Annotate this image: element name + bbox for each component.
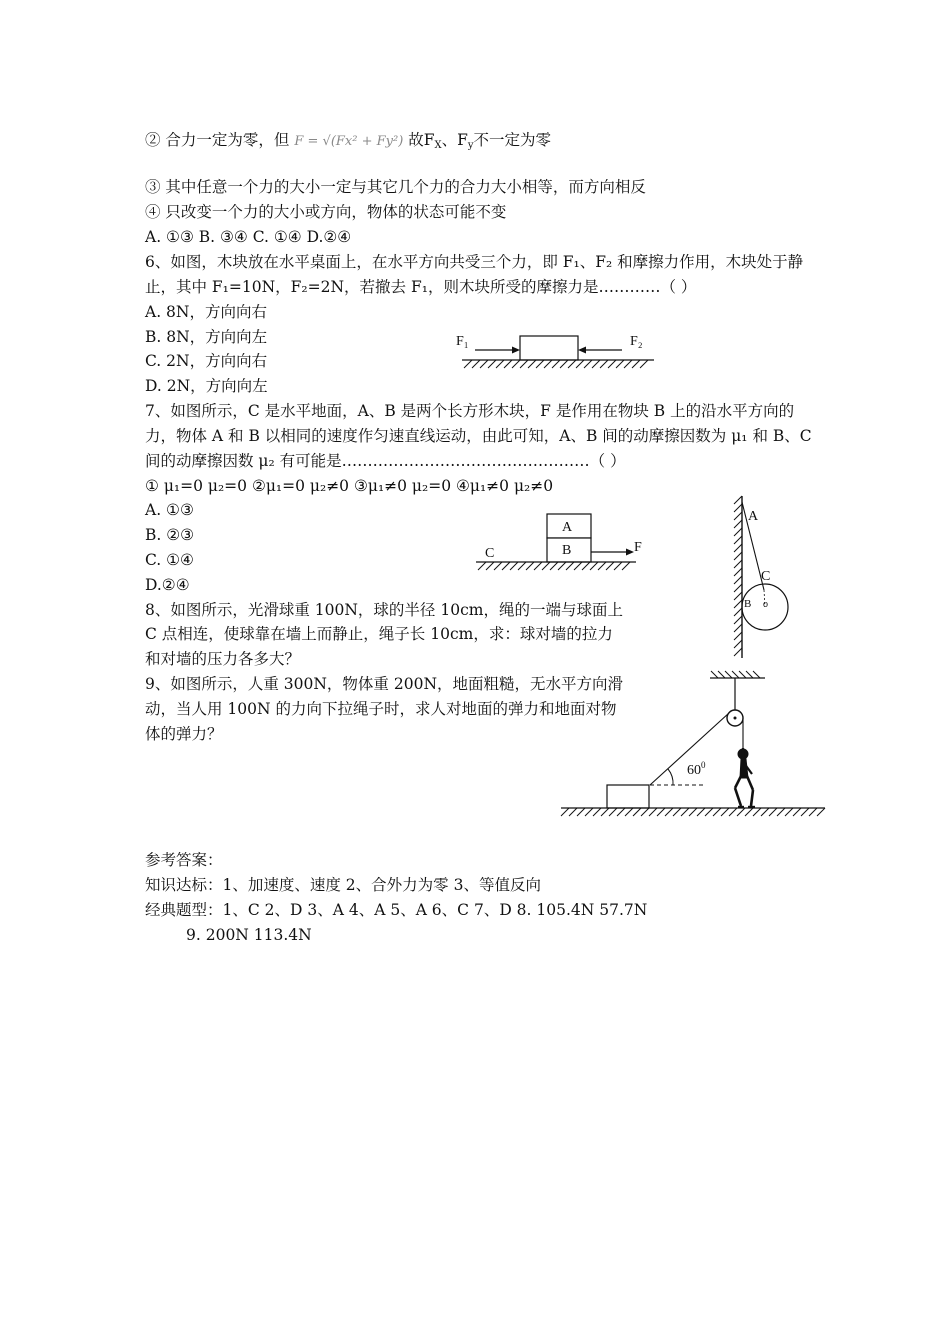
hatch-line	[734, 536, 742, 544]
hatch-line	[817, 808, 825, 816]
hatch-line	[566, 562, 574, 570]
hatch-line	[609, 808, 617, 816]
answers-line-1: 知识达标：1、加速度、速度 2、合外力为零 3、等值反向	[145, 876, 541, 894]
hatch-line	[526, 562, 534, 570]
q8-stem-line-3: 和对墙的压力各多大？	[145, 650, 301, 668]
q7-force-arrowhead	[626, 549, 634, 556]
q6-table-hatching	[464, 360, 648, 368]
hatch-line	[734, 552, 742, 560]
hatch-line	[734, 568, 742, 576]
hatch-line	[753, 671, 760, 678]
q8-fig-label-c: C	[761, 569, 771, 584]
q5-option-4: ④ 只改变一个力的大小或方向，物体的状态可能不变	[145, 203, 507, 221]
q7-stem-line-3: 间的动摩擦因数 μ₂ 有可能是…………………………………………（ ）	[145, 452, 626, 470]
hatch-line	[697, 808, 705, 816]
hatch-line	[598, 562, 606, 570]
hatch-line	[464, 360, 472, 368]
hatch-line	[512, 360, 520, 368]
q6-option-b: B. 8N，方向向左	[145, 328, 268, 346]
hatch-line	[558, 562, 566, 570]
resultant-force-formula: F = √(Fx² + Fy²)	[294, 134, 404, 149]
hatch-line	[721, 808, 729, 816]
hatch-line	[734, 544, 742, 552]
hatch-line	[681, 808, 689, 816]
hatch-line	[632, 360, 640, 368]
q9-ceiling-hatching	[711, 671, 760, 678]
q7-stacked-blocks-figure	[470, 505, 650, 580]
q7-ground-hatching	[478, 562, 630, 570]
hatch-line	[494, 562, 502, 570]
q9-pulley-axle	[734, 717, 737, 720]
hatch-line	[734, 632, 742, 640]
hatch-line	[504, 360, 512, 368]
hatch-line	[793, 808, 801, 816]
q5-option-3: ③ 其中任意一个力的大小一定与其它几个力的合力大小相等，而方向相反	[145, 178, 646, 196]
q6-stem-line-1: 6、如图，木块放在水平桌面上，在水平方向共受三个力，即 F₁、F₂ 和摩擦力作用，木块处于静	[145, 253, 804, 271]
hatch-line	[809, 808, 817, 816]
hatch-line	[705, 808, 713, 816]
hatch-line	[606, 562, 614, 570]
hatch-line	[718, 671, 725, 678]
hatch-line	[734, 528, 742, 536]
hatch-line	[577, 808, 585, 816]
hatch-line	[582, 562, 590, 570]
hatch-line	[502, 562, 510, 570]
q8-wall-hatching	[734, 496, 742, 656]
hatch-line	[734, 520, 742, 528]
q8-stem-line-1: 8、如图所示，光滑球重 100N，球的半径 10cm，绳的一端与球面上	[145, 601, 623, 619]
hatch-line	[614, 562, 622, 570]
hatch-line	[552, 360, 560, 368]
hatch-line	[734, 496, 742, 504]
hatch-line	[761, 808, 769, 816]
hatch-line	[585, 808, 593, 816]
q6-f2-arrowhead	[578, 347, 586, 354]
hatch-line	[510, 562, 518, 570]
hatch-line	[617, 808, 625, 816]
hatch-line	[616, 360, 624, 368]
hatch-line	[608, 360, 616, 368]
hatch-line	[518, 562, 526, 570]
answers-line-2: 经典题型：1、C 2、D 3、A 4、A 5、A 6、C 7、D 8. 105.4N 57.7N	[145, 901, 648, 919]
hatch-line	[673, 808, 681, 816]
q9-angle-label: $60^0$	[687, 760, 706, 778]
subscript-y: y	[467, 140, 474, 151]
hatch-line	[542, 562, 550, 570]
hatch-line	[534, 562, 542, 570]
hatch-line	[640, 360, 648, 368]
hatch-line	[745, 808, 753, 816]
hatch-line	[600, 360, 608, 368]
q7-option-a: A. ①③	[145, 501, 194, 519]
q8-fig-label-o: o	[763, 599, 768, 610]
hatch-line	[486, 562, 494, 570]
hatch-line	[550, 562, 558, 570]
hatch-line	[649, 808, 657, 816]
q7-fig-label-b: B	[562, 543, 572, 558]
q9-stem-line-1: 9、如图所示，人重 300N，物体重 200N，地面粗糙，无水平方向滑	[145, 675, 624, 693]
hatch-line	[729, 808, 737, 816]
hatch-line	[569, 808, 577, 816]
hatch-line	[536, 360, 544, 368]
hatch-line	[624, 360, 632, 368]
q7-option-d: D.②④	[145, 576, 190, 594]
q6-wood-block	[520, 336, 578, 360]
hatch-line	[777, 808, 785, 816]
hatch-line	[785, 808, 793, 816]
hatch-line	[711, 671, 718, 678]
answers-line-3: 9. 200N 113.4N	[186, 926, 312, 944]
hatch-line	[592, 360, 600, 368]
hatch-line	[734, 648, 742, 656]
q9-stem-line-3: 体的弹力？	[145, 725, 223, 743]
hatch-line	[725, 671, 732, 678]
q9-ground-hatching	[561, 808, 825, 816]
hatch-line	[478, 562, 486, 570]
hatch-line	[544, 360, 552, 368]
hatch-line	[657, 808, 665, 816]
q6-fig-label-f1: F₁	[456, 334, 469, 349]
q6-option-d: D. 2N，方向向左	[145, 377, 268, 395]
hatch-line	[633, 808, 641, 816]
hatch-line	[622, 562, 630, 570]
hatch-line	[574, 562, 582, 570]
hatch-line	[739, 671, 746, 678]
q7-fig-label-f: F	[634, 540, 642, 555]
hatch-line	[734, 576, 742, 584]
hatch-line	[734, 584, 742, 592]
hatch-line	[734, 504, 742, 512]
q6-f1-arrowhead	[512, 347, 520, 354]
q6-fig-label-f2: F₂	[630, 334, 643, 349]
hatch-line	[734, 592, 742, 600]
hatch-line	[734, 616, 742, 624]
q8-fig-label-a: A	[748, 509, 759, 524]
hatch-line	[480, 360, 488, 368]
hatch-line	[734, 512, 742, 520]
q5-option-2-post: 故F	[408, 131, 435, 149]
hatch-line	[561, 808, 569, 816]
hatch-line	[769, 808, 777, 816]
q7-cases: ① μ₁=0 μ₂=0 ②μ₁=0 μ₂≠0 ③μ₁≠0 μ₂=0 ④μ₁≠0 μ₂≠0	[145, 477, 554, 495]
hatch-line	[689, 808, 697, 816]
hatch-line	[713, 808, 721, 816]
q6-option-c: C. 2N，方向向右	[145, 352, 268, 370]
q9-stem-line-2: 动，当人用 100N 的力向下拉绳子时，求人对地面的弹力和地面对物	[145, 700, 617, 718]
hatch-line	[753, 808, 761, 816]
q7-fig-label-a: A	[562, 520, 573, 535]
q5-choices: A. ①③ B. ③④ C. ①④ D.②④	[145, 228, 352, 246]
q8-ball-wall-figure	[720, 490, 800, 665]
q6-block-figure	[450, 325, 670, 375]
q7-stem-line-2: 力，物体 A 和 B 以相同的速度作匀速直线运动，由此可知，A、B 间的动摩擦因数为 μ₁ 和 B、C	[145, 427, 812, 445]
q7-stem-line-1: 7、如图所示，C 是水平地面，A、B 是两个长方形木块，F 是作用在物块 B 上的沿水平方向的	[145, 402, 795, 420]
hatch-line	[568, 360, 576, 368]
q9-angle-arc	[668, 769, 673, 785]
hatch-line	[734, 608, 742, 616]
hatch-line	[496, 360, 504, 368]
hatch-line	[641, 808, 649, 816]
hatch-line	[590, 562, 598, 570]
hatch-line	[601, 808, 609, 816]
q5-option-2-end: 不一定为零	[473, 131, 552, 149]
q5-option-2-sep: 、F	[441, 131, 468, 149]
q9-person-icon	[735, 748, 755, 807]
hatch-line	[665, 808, 673, 816]
hatch-line	[584, 360, 592, 368]
q6-option-a: A. 8N，方向向右	[145, 303, 267, 321]
q9-block	[607, 785, 649, 808]
hatch-line	[625, 808, 633, 816]
hatch-line	[560, 360, 568, 368]
hatch-line	[472, 360, 480, 368]
q5-option-2-text: ② 合力一定为零，但	[145, 131, 290, 149]
q5-option-2	[145, 130, 551, 156]
hatch-line	[746, 671, 753, 678]
hatch-line	[488, 360, 496, 368]
subscript-x: X	[434, 140, 442, 151]
q7-option-c: C. ①④	[145, 551, 194, 569]
hatch-line	[737, 808, 745, 816]
hatch-line	[734, 624, 742, 632]
hatch-line	[732, 671, 739, 678]
hatch-line	[576, 360, 584, 368]
q9-pulley-figure	[555, 668, 835, 828]
q7-fig-label-c: C	[485, 546, 495, 561]
hatch-line	[734, 560, 742, 568]
hatch-line	[528, 360, 536, 368]
q8-stem-line-2: C 点相连，使球靠在墙上而静止，绳子长 10cm，求：球对墙的拉力	[145, 625, 613, 643]
q6-stem-line-2: 止，其中 F₁=10N，F₂=2N，若撤去 F₁，则木块所受的摩擦力是…………（ ）	[145, 278, 697, 296]
hatch-line	[734, 600, 742, 608]
hatch-line	[734, 640, 742, 648]
hatch-line	[801, 808, 809, 816]
q8-fig-label-b: B	[744, 598, 752, 610]
answers-title: 参考答案：	[145, 851, 223, 869]
hatch-line	[593, 808, 601, 816]
hatch-line	[520, 360, 528, 368]
q7-option-b: B. ②③	[145, 526, 195, 544]
